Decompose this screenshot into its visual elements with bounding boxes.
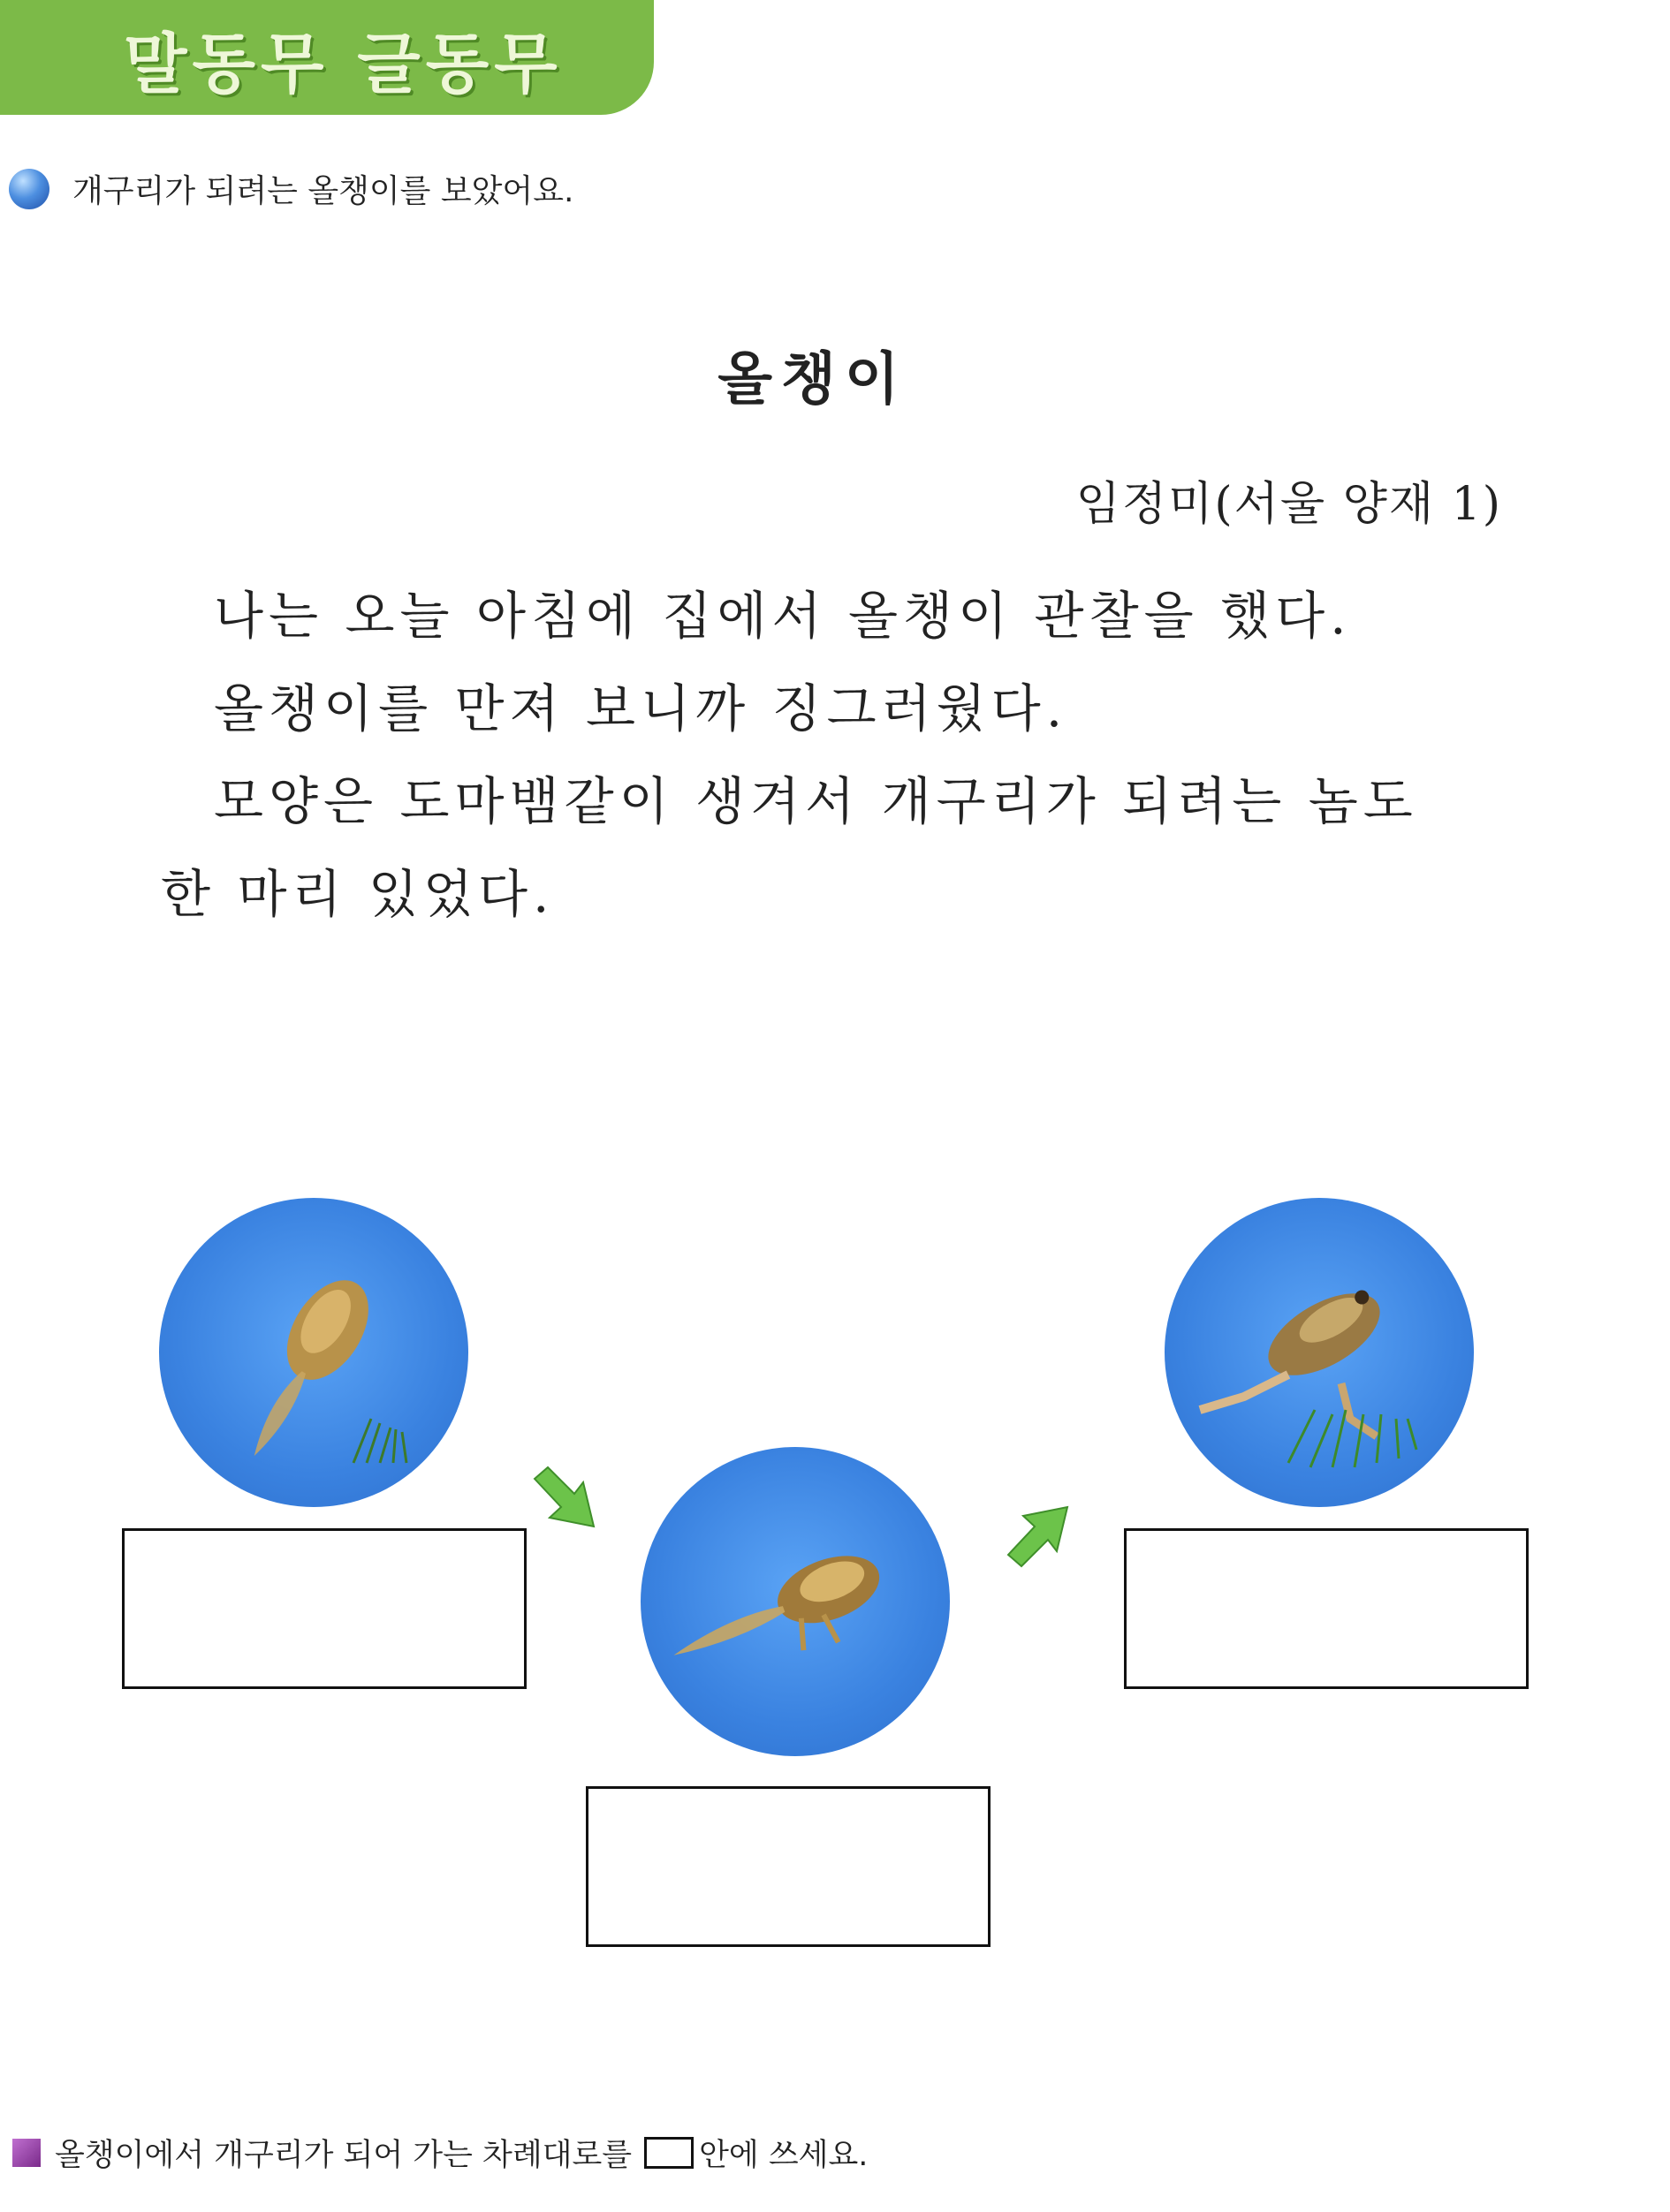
instruction-text-after: 안에 쓰세요. xyxy=(699,2138,869,2173)
arrow-down-right-icon xyxy=(530,1463,601,1534)
tadpole-with-legs-photo xyxy=(641,1447,950,1756)
poem-title: 올챙이 xyxy=(717,347,908,413)
poem-line: 한 마리 있었다. xyxy=(161,864,555,924)
blue-bullet-icon xyxy=(9,169,49,209)
poem-line: 나는 오늘 아침에 집에서 올챙이 관찰을 했다. xyxy=(214,586,1352,646)
header-banner xyxy=(0,0,654,115)
instruction-row xyxy=(12,2131,868,2175)
froglet-photo xyxy=(1165,1198,1474,1507)
inline-box-icon xyxy=(644,2137,694,2169)
answer-box-1[interactable] xyxy=(122,1528,527,1689)
poem-author: 임정미(서울 양재 1) xyxy=(1075,478,1502,531)
arrow-up-right-icon xyxy=(1004,1500,1074,1571)
instruction-text-before: 올챙이에서 개구리가 되어 가는 차례대로를 xyxy=(55,2138,633,2173)
subtitle-text: 개구리가 되려는 올챙이를 보았어요. xyxy=(72,173,574,209)
purple-bullet-icon xyxy=(12,2139,41,2167)
header-title: 말동무 글동무 xyxy=(124,27,563,102)
subtitle-row xyxy=(9,166,573,211)
answer-box-3[interactable] xyxy=(1124,1528,1529,1689)
answer-box-2[interactable] xyxy=(586,1786,991,1947)
poem-line: 모양은 도마뱀같이 생겨서 개구리가 되려는 놈도 xyxy=(214,771,1418,831)
poem-line: 올챙이를 만져 보니까 징그러웠다. xyxy=(214,678,1068,739)
tadpole-photo xyxy=(159,1198,468,1507)
